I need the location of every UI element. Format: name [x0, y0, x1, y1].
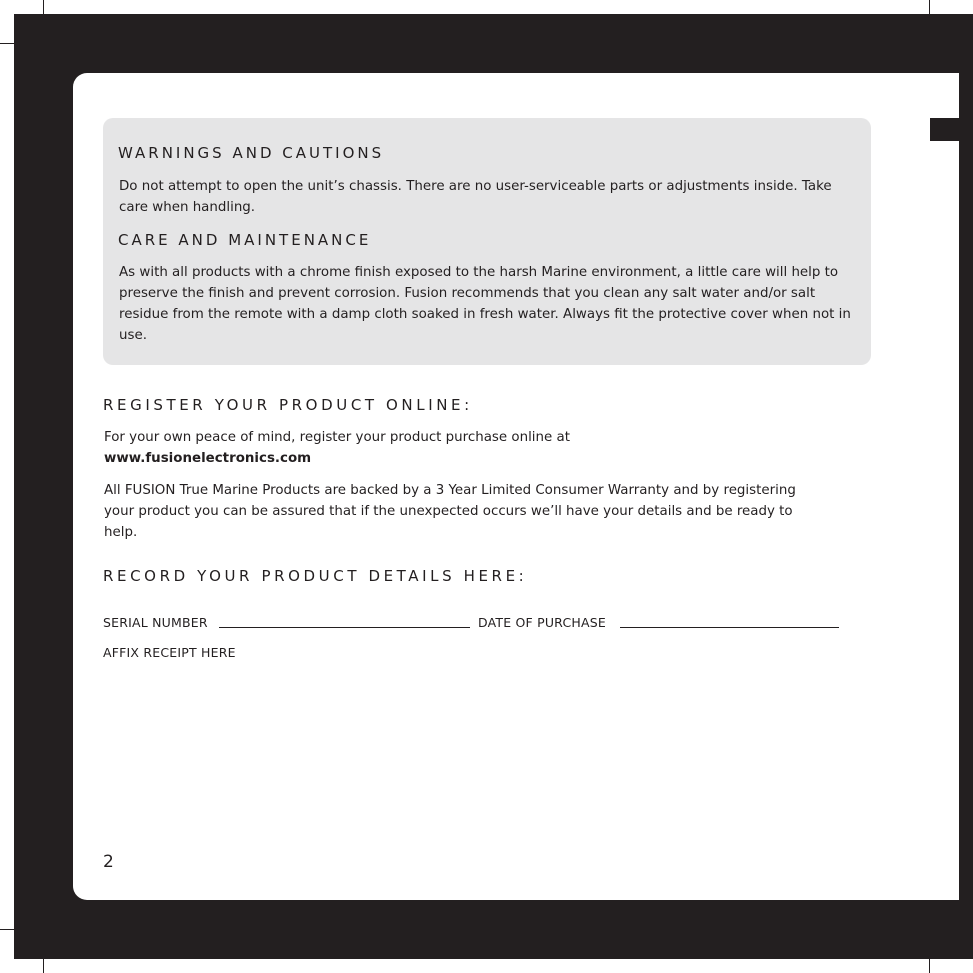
crop-mark [929, 941, 930, 973]
date-of-purchase-label: DATE OF PURCHASE [478, 615, 606, 630]
date-of-purchase-line [620, 627, 839, 628]
crop-mark [0, 43, 32, 44]
record-heading: RECORD YOUR PRODUCT DETAILS HERE: [103, 567, 528, 585]
warranty-text: All FUSION True Marine Products are backed by a 3 Year Limited Consumer Warranty and by registering your product you can be assured that if the unexpected occurs we’ll have your details and be ready to help. [104, 483, 796, 540]
crop-mark [43, 0, 44, 32]
serial-number-label: SERIAL NUMBER [103, 615, 208, 630]
register-heading: REGISTER YOUR PRODUCT ONLINE: [103, 396, 473, 414]
page-number: 2 [103, 852, 114, 872]
section-tab-marker [930, 118, 960, 141]
register-intro-text: For your own peace of mind, register your product purchase online at [104, 430, 570, 445]
care-text: As with all products with a chrome finish exposed to the harsh Marine environment, a little care will help to preserve the finish and prevent corrosion. Fusion recommends that you clean any salt water and/or salt residue from the remote with a damp cloth soaked in fresh water. Always fit the protective cover when not in use. [119, 265, 851, 343]
affix-receipt-label: AFFIX RECEIPT HERE [103, 645, 236, 660]
crop-mark [941, 43, 973, 44]
register-intro [104, 427, 804, 469]
care-heading: CARE AND MAINTENANCE [118, 231, 372, 249]
serial-number-line [219, 627, 470, 628]
crop-mark [929, 0, 930, 32]
crop-mark [0, 929, 32, 930]
register-url-link[interactable]: www.fusionelectronics.com [104, 451, 312, 466]
warnings-text: Do not attempt to open the unit’s chassis. There are no user-serviceable parts or adjustments inside. Take care when handling. [119, 179, 832, 215]
crop-mark [941, 929, 973, 930]
warnings-heading: WARNINGS AND CAUTIONS [118, 144, 385, 162]
crop-mark [43, 941, 44, 973]
